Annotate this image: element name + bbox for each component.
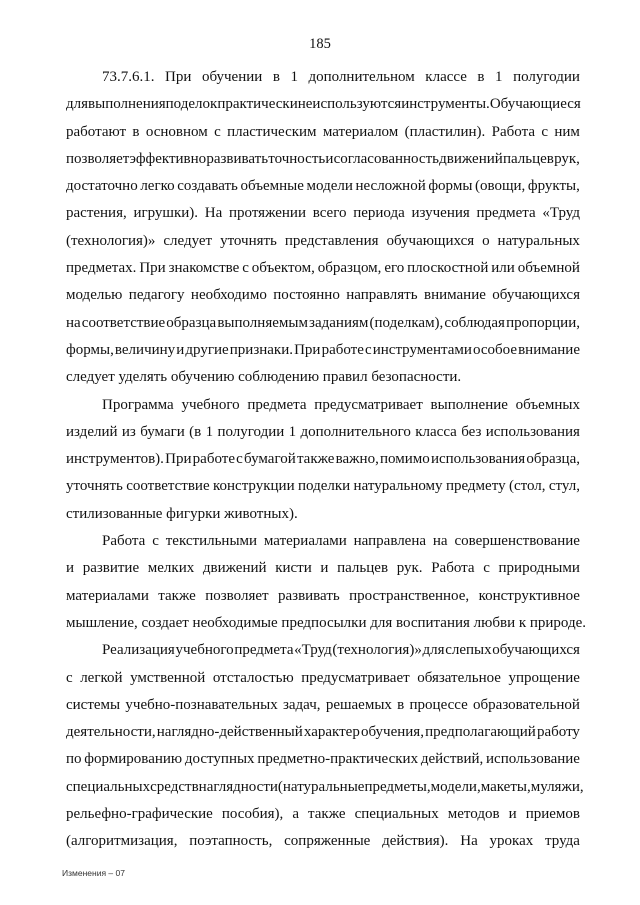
text-line: предметах. При знакомстве с объектом, образцом, его плоскостной или объемной bbox=[66, 260, 580, 277]
text-line: стилизованные фигурки животных). bbox=[66, 505, 298, 522]
text-line: деятельности, наглядно-действенный характер обучения, предполагающий работу bbox=[66, 724, 580, 741]
text-line: по формированию доступных предметно-практических действий, использование bbox=[66, 751, 580, 768]
paragraph bbox=[66, 392, 580, 528]
text-line: уточнять соответствие конструкции поделки натуральному предмету (стол, стул, bbox=[66, 478, 580, 495]
document-body bbox=[66, 64, 587, 856]
text-line: работают в основном с пластическим материалом (пластилин). Работа с ним bbox=[66, 123, 580, 140]
text-line: на соответствие образца выполняемым заданиям (поделкам), соблюдая пропорции, bbox=[66, 314, 580, 331]
text-line: Реализация учебного предмета «Труд (технология)» для слепых обучающихся bbox=[102, 642, 580, 659]
text-line: растения, игрушки). На протяжении всего периода изучения предмета «Труд bbox=[66, 205, 580, 222]
text-line: системы учебно-познавательных задач, решаемых в процессе образовательной bbox=[66, 696, 580, 713]
text-line: позволяет эффективно развивать точность и согласованность движений пальцев рук, bbox=[66, 150, 580, 167]
text-line: моделью педагогу необходимо постоянно направлять внимание обучающихся bbox=[66, 287, 580, 304]
text-line: специальных средств наглядности (натуральные предметы, модели, макеты, муляжи, bbox=[66, 778, 584, 795]
text-line: материалами также позволяет развивать пространственное, конструктивное bbox=[66, 587, 580, 604]
paragraph bbox=[66, 528, 587, 637]
text-line: рельефно-графические пособия), а также специальных методов и приемов bbox=[66, 806, 580, 823]
paragraph bbox=[66, 64, 580, 392]
text-line: изделий из бумаги (в 1 полугодии 1 дополнительного класса без использования bbox=[66, 423, 580, 440]
text-line: достаточно легко создавать объемные модели несложной формы (овощи, фрукты, bbox=[66, 178, 580, 195]
text-line: инструментов). При работе с бумагой также важно, помимо использования образца, bbox=[66, 451, 580, 468]
text-line: формы, величину и другие признаки. При работе с инструментами особое внимание bbox=[66, 341, 580, 358]
paragraph bbox=[66, 637, 584, 855]
text-line: и развитие мелких движений кисти и пальцев рук. Работа с природными bbox=[66, 560, 580, 577]
text-line: с легкой умственной отсталостью предусматривает обязательное упрощение bbox=[66, 669, 580, 686]
text-line: (алгоритмизация, поэтапность, сопряженные действия). На уроках труда bbox=[66, 833, 580, 850]
text-line: (технология)» следует уточнять представления обучающихся о натуральных bbox=[66, 232, 580, 249]
footer-note: Изменения – 07 bbox=[62, 868, 125, 878]
text-line: для выполнения поделок практически не используются инструменты. Обучающиеся bbox=[66, 96, 581, 113]
page-number: 185 bbox=[309, 36, 331, 52]
text-line: Работа с текстильными материалами направлена на совершенствование bbox=[102, 533, 580, 550]
text-line: 73.7.6.1. При обучении в 1 дополнительном классе в 1 полугодии bbox=[102, 69, 580, 85]
text-line: следует уделять обучению соблюдению правил безопасности. bbox=[66, 369, 462, 386]
text-line: мышление, создает необходимые предпосылки для воспитания любви к природе. bbox=[66, 614, 587, 631]
text-line: Программа учебного предмета предусматривает выполнение объемных bbox=[102, 396, 580, 413]
